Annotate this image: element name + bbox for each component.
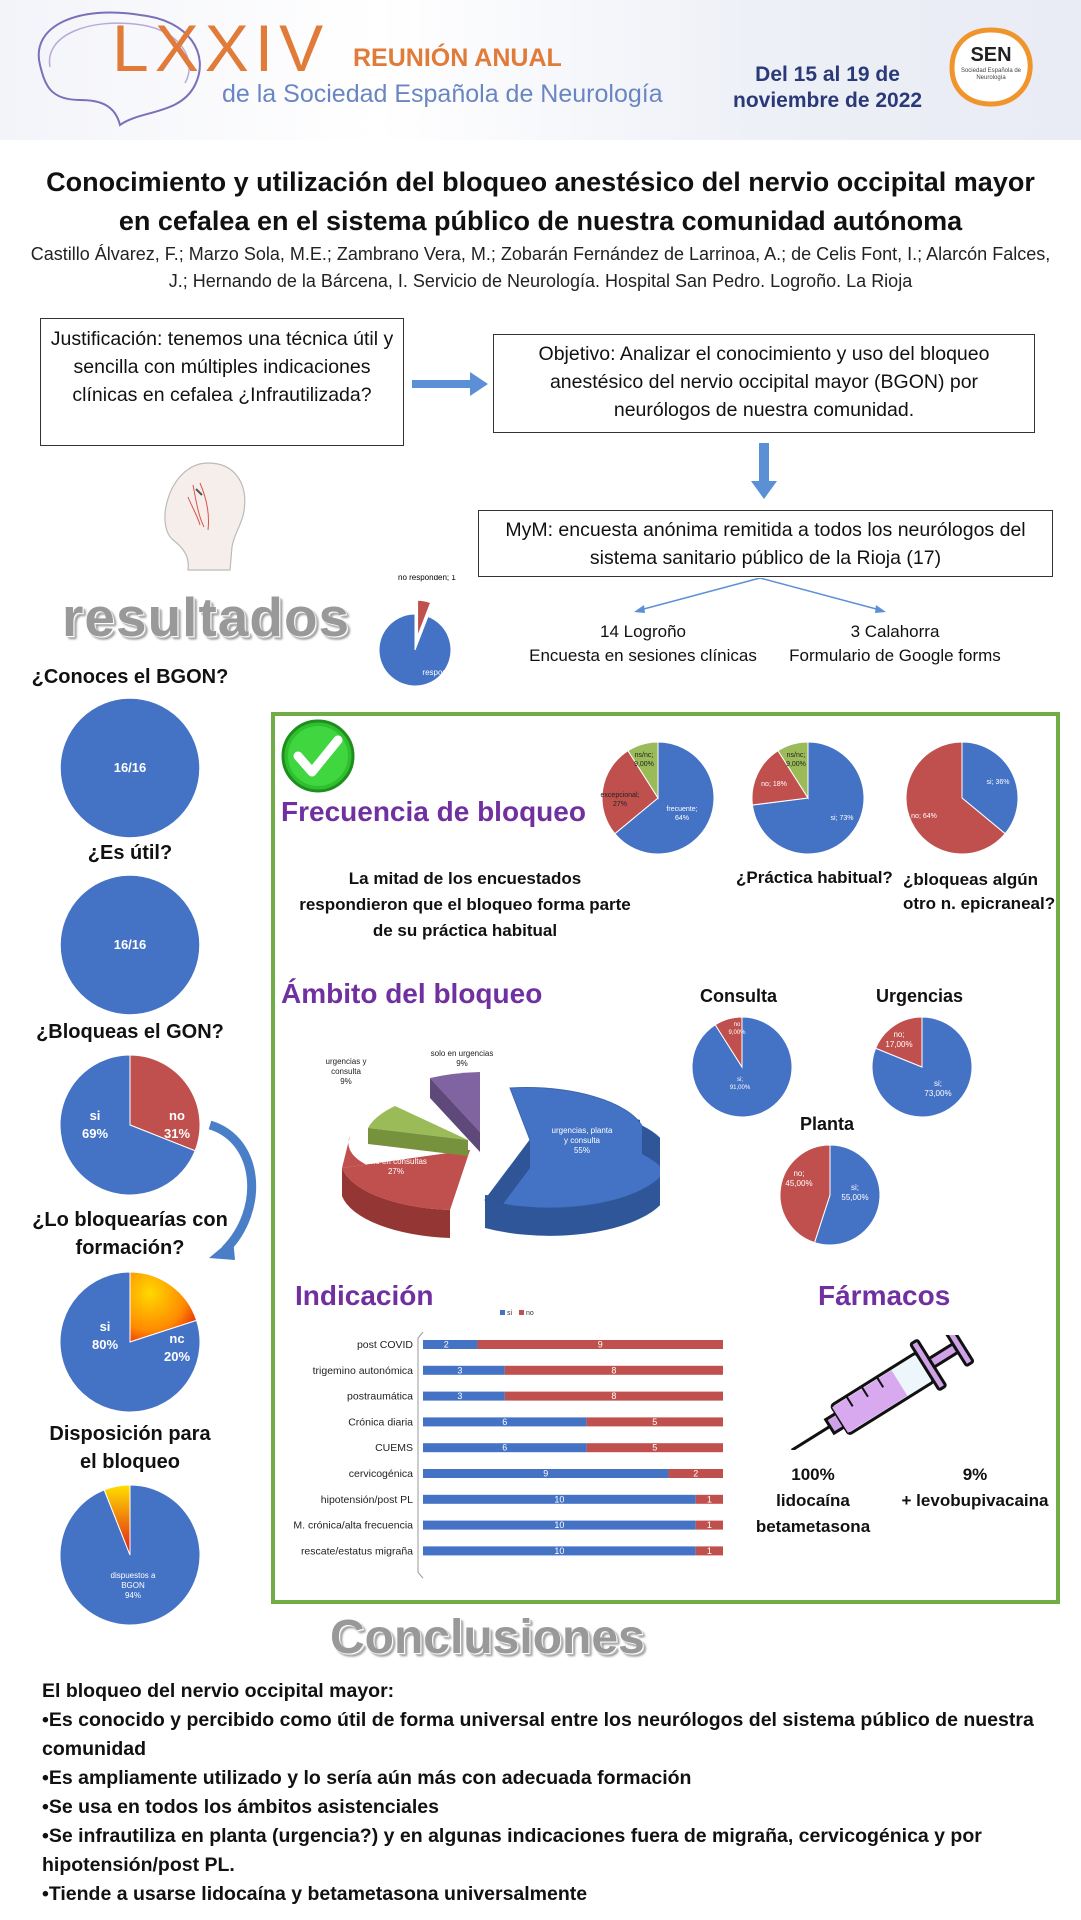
logrono-method: Encuesta en sesiones clínicas: [529, 646, 757, 665]
sociedad-label: de la Sociedad Española de Neurología: [222, 80, 663, 108]
pie-frec-nsnc-b: 9,00%: [634, 761, 654, 768]
pie-bloquearias-nc: nc: [169, 1331, 185, 1346]
pie3d-ambito: [320, 1040, 660, 1250]
pie-prac-nsnc-a: ns/nc;: [786, 752, 806, 759]
authors: Castillo Álvarez, F.; Marzo Sola, M.E.; Zambrano Vera, M.; Zobarán Fernández de Larrinoa, A.; de Celis Font, I.; Alarcón Falces, J.; Hernando de la Bárcena, I. Servicio de Neurología. Hospital San Pedro. Logroño. La Rioja: [30, 244, 1051, 291]
fechas-line-2: noviembre de 2022: [733, 89, 923, 112]
pie-urg-no-b: 17,00%: [885, 1040, 913, 1049]
frecuencia-heading: Frecuencia de bloqueo: [281, 796, 586, 827]
arrow-down-icon: [751, 443, 777, 499]
roman-numeral: LXXIV: [112, 11, 330, 85]
logrono-label: [518, 620, 768, 668]
bar-value-label: 1: [706, 1520, 712, 1531]
bar-value-label: 8: [611, 1391, 617, 1402]
bar-category-label: hipotensión/post PL: [320, 1493, 413, 1506]
pie-es-util: [55, 870, 205, 1020]
conclusiones-intro: El bloqueo del nervio occipital mayor:: [42, 1680, 395, 1702]
legend-no-label: no: [526, 1310, 534, 1317]
pie-urg-si-b: 73,00%: [924, 1089, 952, 1098]
checkmark-icon: [280, 718, 356, 794]
title-line-1: Conocimiento y utilización del bloqueo anestésico del nervio occipital mayor: [46, 167, 1035, 197]
indicacion-heading: Indicación: [295, 1280, 434, 1311]
bar-value-label: 10: [554, 1545, 565, 1556]
responden-label: responden; 16: [422, 668, 474, 677]
bar-category-label: postraumática: [347, 1390, 413, 1403]
conclusiones-list: [42, 1677, 1052, 1909]
bar-category-label: cervicogénica: [348, 1468, 413, 1480]
bar-si: [423, 1340, 478, 1349]
farmaco-1-pct: 100%: [791, 1465, 835, 1484]
mym-box: MyM: encuesta anónima remitida a todos los neurólogos del sistema sanitario público de la Rioja (17): [478, 510, 1053, 577]
fechas-line-1: Del 15 al 19 de: [755, 63, 900, 86]
bar-value-label: 6: [502, 1416, 508, 1427]
pie-bloquearias-si: si: [99, 1319, 111, 1334]
pie-disposicion-label-c: 94%: [124, 1591, 142, 1600]
sen-logo: [946, 24, 1036, 109]
pie-planta-si-b: 55,00%: [841, 1193, 869, 1202]
pie-epi-si: si; 36%: [986, 779, 1010, 786]
pie-prac-nsnc-b: 9,00%: [786, 761, 806, 768]
pie-urgencias: [867, 1012, 977, 1122]
q-conoces: ¿Conoces el BGON?: [31, 666, 229, 688]
pie-frec-excepcional-a: excepcional;: [600, 792, 640, 799]
planta-heading: Planta: [800, 1114, 855, 1134]
bar-category-label: M. crónica/alta frecuencia: [293, 1519, 413, 1532]
pie-planta-no-b: 45,00%: [785, 1179, 813, 1188]
bar-value-label: 9: [597, 1339, 603, 1350]
pie-consulta-no-b: 9,00%: [728, 1030, 746, 1036]
bar-value-label: 8: [611, 1365, 617, 1376]
conclusion-item: •Es conocido y percibido como útil de forma universal entre los neurólogos del sistema público de nuestra comunidad: [42, 1709, 1034, 1760]
pie3d-consultas-label-b: 27%: [387, 1167, 405, 1176]
bar-category-label: rescate/estatus migraña: [300, 1545, 413, 1558]
logrono-count: 14 Logroño: [599, 622, 687, 641]
pie-disposicion-label-b: BGON: [121, 1581, 145, 1590]
pie3d-upc-label-a: urgencias, planta: [551, 1126, 613, 1135]
arrow-right-icon: [412, 372, 488, 396]
pie-es-util-label: 16/16: [113, 937, 147, 952]
pie-epicraneal-slices: [906, 742, 1018, 854]
farmaco-2-name: + levobupivacaina: [901, 1491, 1049, 1510]
farmaco-lidocaina: [738, 1462, 888, 1540]
no-responden-text: no responden; 1: [398, 575, 456, 582]
pie3d-upc-label-b: y consulta: [563, 1136, 601, 1145]
bar-value-label: 2: [693, 1468, 699, 1479]
farmaco-levobupivacaina: [895, 1462, 1055, 1514]
bar-value-label: 3: [457, 1391, 463, 1402]
reunion-anual-label: REUNIÓN ANUAL: [353, 44, 562, 72]
bar-si: [423, 1392, 505, 1401]
q-bloquearias: [10, 1206, 250, 1262]
bar-chart-axis: [418, 1332, 423, 1578]
syringe-icon: [780, 1335, 990, 1450]
calahorra-label: [770, 620, 1020, 668]
bar-value-label: 2: [443, 1339, 449, 1350]
pie-epi-no: no; 64%: [911, 813, 937, 820]
bar-chart-bars: [293, 1332, 723, 1578]
pie-urgencias-slices: [872, 1017, 972, 1117]
pie-practica-slices: [752, 742, 864, 854]
bar-value-label: 1: [706, 1545, 712, 1556]
calahorra-method: Formulario de Google forms: [789, 646, 1001, 665]
pie-consulta-si-a: si;: [737, 1077, 743, 1083]
pie-planta-si-a: si;: [851, 1183, 859, 1192]
head-nerve-illustration: [148, 455, 258, 575]
pie3d-upc-label-c: 55%: [573, 1146, 591, 1155]
pie-frec-frecuente-a: frecuente;: [666, 806, 698, 813]
objetivo-box: Objetivo: Analizar el conocimiento y uso del bloqueo anestésico del nervio occipital mayor (BGON) por neurólogos de nuestra comunidad.: [493, 334, 1035, 433]
farmaco-1-name-b: betametasona: [755, 1517, 871, 1536]
title-line-2: en cefalea en el sistema público de nuestra comunidad autónoma: [118, 206, 963, 236]
pie-consulta: [687, 1012, 797, 1122]
pie-epicraneal: [902, 738, 1022, 858]
pie-bloquearias: [55, 1267, 205, 1417]
pie3d-uyc-label-c: 9%: [340, 1077, 352, 1086]
q-disposicion-l1: Disposición para: [49, 1423, 211, 1445]
pie-disposicion: [55, 1480, 205, 1630]
bar-category-label: post COVID: [356, 1339, 413, 1351]
pie-practica: [748, 738, 868, 858]
fechas-label: [733, 62, 922, 114]
calahorra-count: 3 Calahorra: [850, 622, 940, 641]
pie-prac-no: no; 18%: [761, 781, 787, 788]
q-bloquearias-l1: ¿Lo bloquearías con: [32, 1209, 228, 1231]
pie3d-consultas-label-a: solo en consultas: [365, 1157, 427, 1166]
bar-value-label: 5: [652, 1442, 658, 1453]
farmaco-2-pct: 9%: [962, 1465, 988, 1484]
pie3d-uyc-label-a: urgencias y: [325, 1057, 367, 1066]
conclusion-item: •Se infrautiliza en planta (urgencia?) y en algunas indicaciones fuera de migraña, cervicogénica y por hipotensión/post PL.: [42, 1825, 982, 1876]
pie-frec-nsnc-a: ns/nc;: [634, 752, 654, 759]
farmaco-1-name-a: lidocaína: [776, 1491, 850, 1510]
pie-frecuencia: [598, 738, 718, 858]
q-bloquearias-l2: formación?: [75, 1237, 185, 1259]
pie-disposicion-label-a: dispuestos a: [110, 1571, 156, 1580]
justificacion-box: Justificación: tenemos una técnica útil y sencilla con múltiples indicaciones clínicas en cefalea ¿Infrautilizada?: [40, 318, 404, 446]
pie-bloquearias-nc-pct: 20%: [163, 1349, 191, 1364]
q-disposicion-l2: el bloqueo: [80, 1451, 180, 1473]
q-es-util: ¿Es útil?: [87, 842, 173, 864]
bar-value-label: 10: [554, 1494, 565, 1505]
bar-value-label: 1: [706, 1494, 712, 1505]
consulta-heading: Consulta: [700, 986, 778, 1006]
mitad-text: La mitad de los encuestados respondieron que el bloqueo forma parte de su práctica habitual: [299, 869, 631, 940]
header-banner: [0, 0, 1081, 140]
pie-bloqueas-si-pct: 69%: [81, 1126, 109, 1141]
bar-si: [423, 1366, 505, 1375]
pie3d-urg-label-a: solo en urgencias: [430, 1049, 494, 1058]
conclusiones-heading: Conclusiones: [330, 1611, 645, 1664]
epicraneal-question: ¿bloqueas algún otro n. epicraneal?: [903, 870, 1056, 913]
pie-bloquearias-si-pct: 80%: [91, 1337, 119, 1352]
legend-no-swatch: [519, 1310, 524, 1315]
q-disposicion: [10, 1420, 250, 1476]
pie-bloqueas-slices: [60, 1055, 200, 1195]
pie-urg-no-a: no;: [893, 1030, 905, 1039]
bar-category-label: Crónica diaria: [348, 1416, 413, 1429]
pie-bloqueas-si: si: [89, 1108, 101, 1123]
ambito-heading: Ámbito del bloqueo: [281, 978, 543, 1009]
bar-category-label: trigemino autonómica: [312, 1364, 413, 1377]
split-arrows: [630, 578, 890, 618]
conclusion-item: •Se usa en todos los ámbitos asistenciales: [42, 1796, 439, 1818]
legend-si-label: si: [507, 1310, 513, 1317]
urgencias-heading: Urgencias: [876, 986, 964, 1006]
pie-bloqueas-no: no: [169, 1108, 185, 1123]
pie-consulta-no-a: no: [733, 1022, 741, 1028]
practica-question: ¿Práctica habitual?: [736, 868, 893, 887]
poster-title: [20, 163, 1061, 241]
pie-frec-frecuente-b: 64%: [674, 815, 690, 822]
pie3d-uyc-label-b: consulta: [331, 1067, 361, 1076]
responses-pie: [368, 575, 508, 705]
bar-value-label: 6: [502, 1442, 508, 1453]
conclusion-item: •Es ampliamente utilizado y lo sería aún más con adecuada formación: [42, 1767, 692, 1789]
pie-disposicion-slices: [60, 1485, 200, 1625]
conclusion-item: •Tiende a usarse lidocaína y betametasona universalmente: [42, 1883, 588, 1905]
pie-consulta-si-b: 91,00%: [729, 1085, 751, 1091]
pie-conoces: [55, 693, 205, 843]
pie3d-urg-label-b: 9%: [456, 1059, 468, 1068]
pie-prac-si: si; 73%: [830, 815, 854, 822]
sen-logo-sub: Sociedad Española de Neurología: [960, 68, 1022, 81]
pie-planta: [775, 1140, 885, 1250]
pie-bloqueas: [55, 1050, 205, 1200]
no-responden-label: [398, 575, 456, 582]
bar-value-label: 9: [543, 1468, 549, 1479]
bar-value-label: 5: [652, 1416, 658, 1427]
indicacion-bar-chart: [275, 1300, 735, 1580]
q-bloqueas: ¿Bloqueas el GON?: [36, 1021, 224, 1043]
resultados-heading: resultados: [62, 586, 351, 648]
bar-value-label: 3: [457, 1365, 463, 1376]
sen-logo-text: SEN: [970, 44, 1012, 66]
pie-conoces-label: 16/16: [113, 760, 147, 775]
farmacos-heading: Fármacos: [818, 1280, 951, 1311]
bar-category-label: CUEMS: [375, 1442, 413, 1455]
pie-urg-si-a: si;: [934, 1079, 942, 1088]
pie-bloqueas-no-pct: 31%: [163, 1126, 191, 1141]
bar-value-label: 10: [554, 1520, 565, 1531]
legend-si-swatch: [500, 1310, 505, 1315]
pie-planta-no-a: no;: [793, 1169, 805, 1178]
pie-frec-excepcional-b: 27%: [612, 801, 628, 808]
